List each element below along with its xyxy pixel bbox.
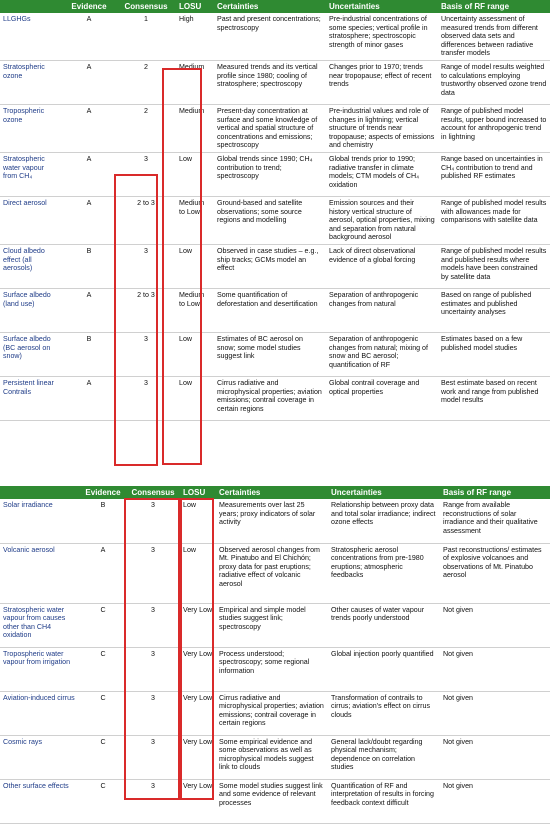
losu-level: Very Low [180, 647, 216, 691]
uncertainties-text: Global trends prior to 1990; radiative transfer in climate models; CTM models of CH₄ oxidation [326, 152, 438, 196]
basis-text: Not given [440, 735, 550, 779]
header-uncertainties: Uncertainties [328, 486, 440, 499]
uncertainties-text: Pre-industrial values and role of changes in lightning; vertical structure of trends near tropopause; aspects of emissions and chemistry [326, 104, 438, 152]
losu-level: Low [176, 244, 214, 288]
consensus-level: 2 [116, 60, 176, 104]
consensus-level: 3 [126, 543, 180, 603]
losu-level: Very Low [180, 735, 216, 779]
agent-name: Cosmic rays [0, 735, 80, 779]
losu-level: Low [180, 543, 216, 603]
agent-name: Surface albedo (land use) [0, 288, 62, 332]
losu-level: Medium [176, 60, 214, 104]
header-agent [0, 486, 80, 499]
agent-name: Persistent linear Contrails [0, 376, 62, 420]
table-row [0, 543, 550, 603]
header-evidence: Evidence [62, 0, 116, 13]
certainties-text: Some empirical evidence and some observations as well as microphysical models suggest link to clouds [216, 735, 328, 779]
evidence-level: C [80, 691, 126, 735]
agent-name: Tropospheric water vapour from irrigation [0, 647, 80, 691]
consensus-level: 3 [126, 499, 180, 543]
evidence-level: C [80, 735, 126, 779]
losu-level: Very Low [180, 603, 216, 647]
header-basis: Basis of RF range [440, 486, 550, 499]
evidence-level: B [62, 244, 116, 288]
consensus-level: 3 [126, 691, 180, 735]
certainties-text: Cirrus radiative and microphysical properties; aviation emissions; contrail coverage in certain regions [214, 376, 326, 420]
uncertainties-text: Transformation of contrails to cirrus; aviation's effect on cirrus clouds [328, 691, 440, 735]
losu-level: Very Low [180, 779, 216, 823]
consensus-level: 3 [116, 332, 176, 376]
table-header-row [0, 0, 550, 13]
losu-level: Medium to Low [176, 196, 214, 244]
agent-name: Solar irradiance [0, 499, 80, 543]
uncertainties-text: Separation of anthropogenic changes from natural [326, 288, 438, 332]
certainties-text: Ground-based and satellite observations; some source regions and modelling [214, 196, 326, 244]
uncertainties-text: Relationship between proxy data and total solar irradiance; indirect ozone effects [328, 499, 440, 543]
uncertainties-text: Pre-industrial concentrations of some species; vertical profile in stratosphere; spectroscopic strength of minor gases [326, 13, 438, 60]
evidence-level: A [62, 60, 116, 104]
certainties-text: Estimates of BC aerosol on snow; some model studies suggest link [214, 332, 326, 376]
uncertainties-text: Lack of direct observational evidence of a global forcing [326, 244, 438, 288]
basis-text: Range from available reconstructions of solar irradiance and their qualitative assessment [440, 499, 550, 543]
agent-name: Stratospheric ozone [0, 60, 62, 104]
certainties-text: Some model studies suggest link and some evidence of relevant processes [216, 779, 328, 823]
basis-text: Range based on uncertainties in CH₄ contribution to trend and published RF estimates [438, 152, 550, 196]
table-row [0, 332, 550, 376]
evidence-level: A [62, 376, 116, 420]
agent-name: Surface albedo (BC aerosol on snow) [0, 332, 62, 376]
table-row [0, 152, 550, 196]
uncertainties-text: Emission sources and their history vertical structure of aerosol, optical properties, mixing and separation from natural background aerosol [326, 196, 438, 244]
consensus-level: 2 to 3 [116, 288, 176, 332]
header-certainties: Certainties [214, 0, 326, 13]
agent-name: Tropospheric ozone [0, 104, 62, 152]
basis-text: Uncertainty assessment of measured trends from different observed data sets and differences between radiative transfer models [438, 13, 550, 60]
certainties-text: Measured trends and its vertical profile since 1980; cooling of stratosphere; spectroscopy [214, 60, 326, 104]
table-row [0, 244, 550, 288]
losu-level: Low [180, 499, 216, 543]
uncertainties-text: Other causes of water vapour trends poorly understood [328, 603, 440, 647]
basis-text: Based on range of published estimates and published uncertainty analyses [438, 288, 550, 332]
losu-level: Very Low [180, 691, 216, 735]
consensus-level: 2 [116, 104, 176, 152]
header-certainties: Certainties [216, 486, 328, 499]
consensus-level: 3 [126, 603, 180, 647]
basis-text: Past reconstructions/ estimates of explosive volcanoes and observations of Mt. Pinatubo aerosol [440, 543, 550, 603]
header-uncertainties: Uncertainties [326, 0, 438, 13]
table-row [0, 647, 550, 691]
basis-text: Estimates based on a few published model studies [438, 332, 550, 376]
evidence-level: A [80, 543, 126, 603]
consensus-level: 3 [126, 647, 180, 691]
table-row [0, 735, 550, 779]
table-row [0, 376, 550, 420]
certainties-text: Empirical and simple model studies suggest link; spectroscopy [216, 603, 328, 647]
consensus-level: 1 [116, 13, 176, 60]
basis-text: Not given [440, 647, 550, 691]
losu-level: Low [176, 376, 214, 420]
evidence-level: C [80, 603, 126, 647]
uncertainties-text: Separation of anthropogenic changes from natural; mixing of snow and BC aerosol; quantification of RF [326, 332, 438, 376]
evidence-level: C [80, 779, 126, 823]
table-row [0, 691, 550, 735]
evidence-level: A [62, 288, 116, 332]
agent-name: Volcanic aerosol [0, 543, 80, 603]
table-row [0, 499, 550, 543]
certainties-text: Some quantification of deforestation and desertification [214, 288, 326, 332]
header-basis: Basis of RF range [438, 0, 550, 13]
basis-text: Not given [440, 691, 550, 735]
consensus-level: 3 [116, 376, 176, 420]
basis-text: Range of published model results with allowances made for comparisons with satellite data [438, 196, 550, 244]
certainties-text: Global trends since 1990; CH₄ contribution to trend; spectroscopy [214, 152, 326, 196]
uncertainties-text: Global contrail coverage and optical properties [326, 376, 438, 420]
table-header-row [0, 486, 550, 499]
uncertainties-text: Global injection poorly quantified [328, 647, 440, 691]
certainties-text: Past and present concentrations; spectroscopy [214, 13, 326, 60]
uncertainties-text: Stratospheric aerosol concentrations from pre-1980 eruptions; atmospheric feedbacks [328, 543, 440, 603]
evidence-level: B [62, 332, 116, 376]
consensus-level: 3 [116, 244, 176, 288]
losu-level: Medium to Low [176, 288, 214, 332]
agent-name: Stratospheric water vapour from causes other than CH4 oxidation [0, 603, 80, 647]
agent-name: Cloud albedo effect (all aerosols) [0, 244, 62, 288]
consensus-level: 3 [116, 152, 176, 196]
evidence-level: B [80, 499, 126, 543]
uncertainties-text: Changes prior to 1970; trends near tropopause; effect of recent trends [326, 60, 438, 104]
table-row [0, 288, 550, 332]
table-row [0, 603, 550, 647]
certainties-text: Measurements over last 25 years; proxy indicators of solar activity [216, 499, 328, 543]
table-row [0, 104, 550, 152]
certainties-text: Observed aerosol changes from Mt. Pinatubo and El Chichón; proxy data for past eruptions; radiative effect of volcanic aerosol [216, 543, 328, 603]
agent-name: Other surface effects [0, 779, 80, 823]
table-row [0, 60, 550, 104]
basis-text: Range of published model results, upper bound increased to account for anthropogenic trend in lightning [438, 104, 550, 152]
header-agent [0, 0, 62, 13]
consensus-level: 2 to 3 [116, 196, 176, 244]
certainties-text: Observed in case studies – e.g., ship tracks; GCMs model an effect [214, 244, 326, 288]
basis-text: Best estimate based on recent work and range from published model results [438, 376, 550, 420]
header-evidence: Evidence [80, 486, 126, 499]
losu-level: Low [176, 332, 214, 376]
evidence-level: A [62, 13, 116, 60]
certainties-text: Process understood; spectroscopy; some regional information [216, 647, 328, 691]
basis-text: Not given [440, 603, 550, 647]
losu-level: High [176, 13, 214, 60]
header-consensus: Consensus [116, 0, 176, 13]
header-consensus: Consensus [126, 486, 180, 499]
header-losu: LOSU [180, 486, 216, 499]
uncertainties-text: General lack/doubt regarding physical mechanism; dependence on correlation studies [328, 735, 440, 779]
agent-name: Aviation-induced cirrus [0, 691, 80, 735]
evidence-level: A [62, 196, 116, 244]
losu-level: Medium [176, 104, 214, 152]
header-losu: LOSU [176, 0, 214, 13]
agent-name: Stratospheric water vapour from CH₄ [0, 152, 62, 196]
rf-assessment-table-bottom [0, 486, 550, 824]
basis-text: Range of model results weighted to calculations employing trustworthy observed ozone trend data [438, 60, 550, 104]
certainties-text: Cirrus radiative and microphysical properties; aviation emissions; contrail coverage in certain regions [216, 691, 328, 735]
table-separator [0, 478, 550, 486]
uncertainties-text: Quantification of RF and interpretation of results in forcing feedback context difficult [328, 779, 440, 823]
agent-name: LLGHGs [0, 13, 62, 60]
table-row [0, 779, 550, 823]
certainties-text: Present-day concentration at surface and some knowledge of vertical and spatial structure of concentrations and emissions; spectroscopy [214, 104, 326, 152]
table-row [0, 196, 550, 244]
agent-name: Direct aerosol [0, 196, 62, 244]
table-row [0, 13, 550, 60]
consensus-level: 3 [126, 779, 180, 823]
consensus-level: 3 [126, 735, 180, 779]
evidence-level: A [62, 152, 116, 196]
evidence-level: C [80, 647, 126, 691]
basis-text: Range of published model results and published results where models have been constrained by satellite data [438, 244, 550, 288]
losu-level: Low [176, 152, 214, 196]
evidence-level: A [62, 104, 116, 152]
basis-text: Not given [440, 779, 550, 823]
